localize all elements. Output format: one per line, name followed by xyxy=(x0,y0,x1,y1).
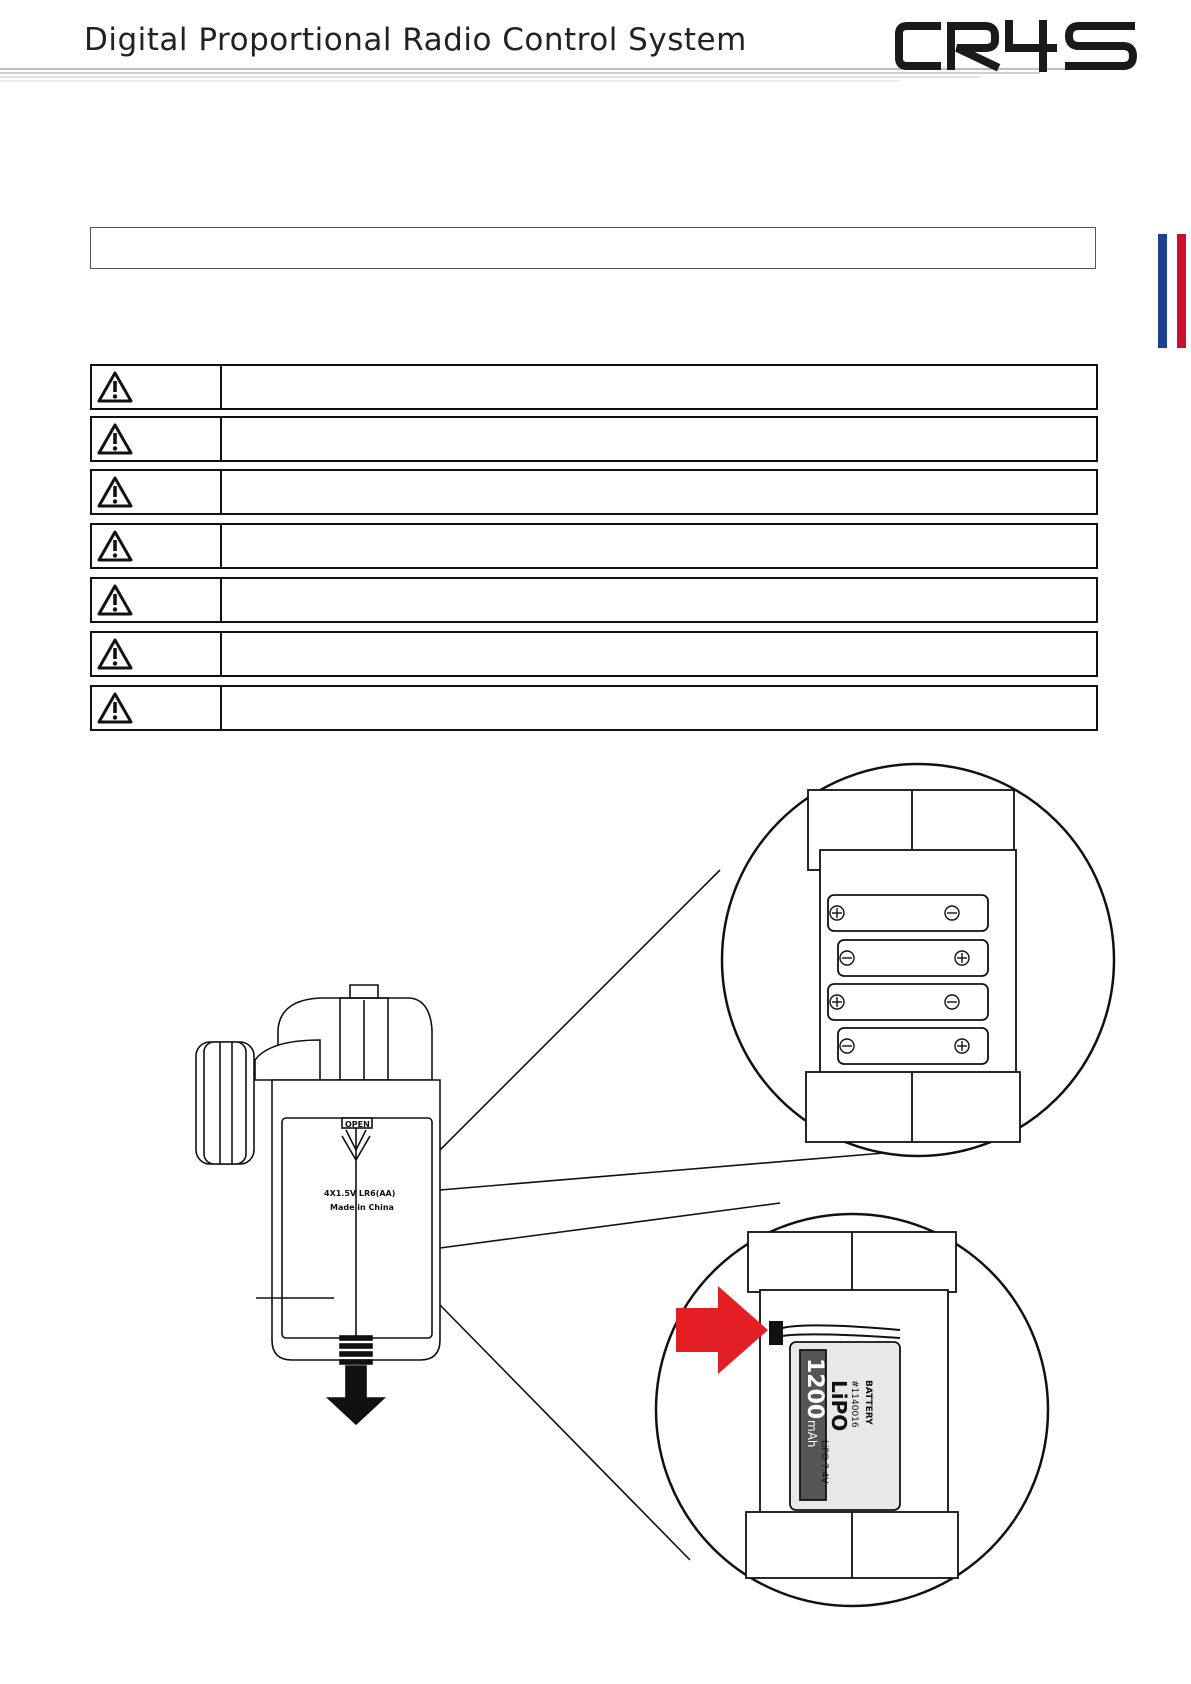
warning-text-cell xyxy=(222,366,1096,408)
warning-text-cell xyxy=(222,579,1096,621)
origin-label: Made in China xyxy=(330,1203,394,1212)
warning-text-cell xyxy=(222,471,1096,513)
warning-row xyxy=(90,577,1098,623)
svg-text:LiPO 7.4V: LiPO 7.4V xyxy=(819,1440,829,1484)
flag-stripe-white xyxy=(1167,234,1176,348)
svg-text:#1140016: #1140016 xyxy=(849,1380,859,1428)
cr4s-logo xyxy=(893,20,1143,72)
warning-icon-cell xyxy=(92,418,222,460)
battery-installation-figure xyxy=(0,750,1191,1684)
language-flag xyxy=(1158,234,1186,348)
warning-triangle-icon xyxy=(96,422,134,456)
warning-triangle-icon xyxy=(96,637,134,671)
warning-icon-cell xyxy=(92,525,222,567)
aa-battery-zoom xyxy=(722,764,1114,1156)
warning-icon-cell xyxy=(92,471,222,513)
warning-text-cell xyxy=(222,525,1096,567)
warning-row xyxy=(90,523,1098,569)
warning-triangle-icon xyxy=(96,475,134,509)
warning-triangle-icon xyxy=(96,529,134,563)
svg-text:LiPO: LiPO xyxy=(827,1380,851,1432)
warning-triangle-icon xyxy=(96,583,134,617)
warning-row xyxy=(90,631,1098,677)
svg-text:1200: 1200 xyxy=(802,1358,827,1420)
warning-icon-cell xyxy=(92,633,222,675)
warning-row xyxy=(90,685,1098,731)
warning-row xyxy=(90,416,1098,462)
flag-stripe-red xyxy=(1177,234,1186,348)
svg-text:BATTERY: BATTERY xyxy=(863,1380,873,1425)
flag-stripe-blue xyxy=(1158,234,1167,348)
battery-cover-label: OPEN xyxy=(345,1120,370,1129)
warning-text-cell xyxy=(222,633,1096,675)
section-title-box xyxy=(90,227,1096,269)
battery-spec-label: 4X1.5V LR6(AA) xyxy=(324,1189,396,1198)
warning-triangle-icon xyxy=(96,691,134,725)
document-title: Digital Proportional Radio Control System xyxy=(84,22,747,58)
warning-text-cell xyxy=(222,687,1096,729)
warning-text-cell xyxy=(222,418,1096,460)
warning-icon-cell xyxy=(92,579,222,621)
warning-row xyxy=(90,364,1098,410)
warning-row xyxy=(90,469,1098,515)
svg-text:mAh: mAh xyxy=(805,1420,819,1448)
transmitter-drawing xyxy=(196,985,440,1424)
warning-triangle-icon xyxy=(96,370,134,404)
warning-icon-cell xyxy=(92,687,222,729)
warning-icon-cell xyxy=(92,366,222,408)
